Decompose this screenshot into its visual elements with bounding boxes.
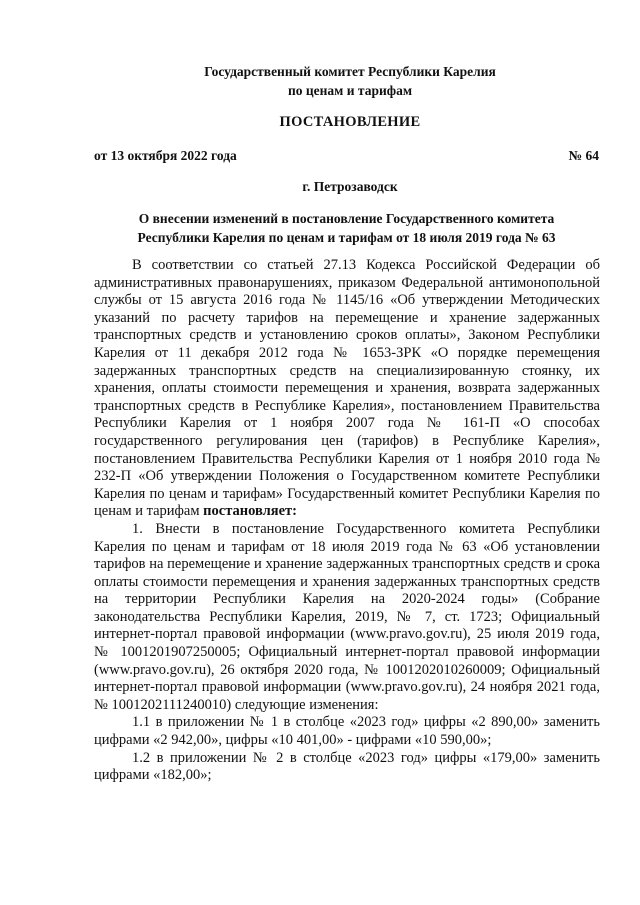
paragraph-item-1: 1. Внести в постановление Государственного комитета Республики Карелия по ценам и тарифам от 18 июля 2019 года № 63 «Об установлении тарифов на перемещение и хранение задержанных транспортных средств и срока оплаты стоимости перемещения и хранения задержанных транспортных средств на территории Республики Карелия на 2020-2024 годы» (Собрание законодательства Республики Карелия, 2019, № 7, ст. 1723; Официальный интернет-портал правовой информации (www.pravo.gov.ru), 25 июля 2019 года, № 1001201907250005; Официальный интернет-портал правовой информации (www.pravo.gov.ru), 26 октября 2020 года, № 1001202010260009; Официальный интернет-портал правовой информации (www.pravo.gov.ru), 24 ноября 2021 года, № 1001202111240010) следующие изменения: — [94, 520, 600, 713]
date-number-line — [94, 148, 599, 164]
document-number: № 64 — [568, 148, 599, 163]
issuing-authority — [100, 62, 600, 100]
paragraph-intro — [94, 257, 600, 521]
document-date: от 13 октября 2022 года — [94, 148, 237, 163]
paragraph-item-1-1: 1.1 в приложении № 1 в столбце «2023 год» цифры «2 890,00» заменить цифрами «2 942,00», цифры «10 401,00» - цифрами «10 590,00»; — [94, 714, 600, 749]
subject-line-1: О внесении изменений в постановление Государственного комитета — [138, 211, 555, 226]
paragraph-item-1-2: 1.2 в приложении № 2 в столбце «2023 год» цифры «179,00» заменить цифрами «182,00»; — [94, 749, 600, 784]
authority-line-2: по ценам и тарифам — [287, 83, 413, 98]
document-subject — [94, 209, 599, 247]
intro-text: В соответствии со статьей 27.13 Кодекса Российской Федерации об административных правонарушениях, приказом Федеральной антимонопольной службы от 15 августа 2016 года № 1145/16 «Об утверждении Методических указаний по расчету тарифов на перемещение и хранение задержанных транспортных средств и установлению сроков оплаты», Законом Республики Карелия от 11 декабря 2012 года № 1653-ЗРК «О порядке перемещения задержанных транспортных средств на специализированную стоянку, их хранения, оплаты стоимости перемещения и хранения, возврата задержанных транспортных средств в Республике Карелия», постановлением Правительства Республики Карелия от 1 ноября 2007 года № 161-П «О способах государственного регулирования цен (тарифов) в Республике Карелия», постановлением Правительства Республики Карелия от 1 ноября 2010 года № 232-П «Об утверждении Положения о Государственном комитете Республики Карелия по ценам и тарифам» Государственный комитет Республики Карелия по ценам и тарифам — [94, 257, 600, 520]
city: г. Петрозаводск — [302, 179, 398, 194]
authority-line-1: Государственный комитет Республики Карелия — [204, 64, 496, 79]
subject-line-2: Республики Карелия по ценам и тарифам от 18 июля 2019 года № 63 — [137, 230, 556, 245]
resolves-keyword: постановляет: — [203, 503, 298, 520]
document-body — [94, 257, 600, 785]
document-title: ПОСТАНОВЛЕНИЕ — [279, 114, 421, 130]
